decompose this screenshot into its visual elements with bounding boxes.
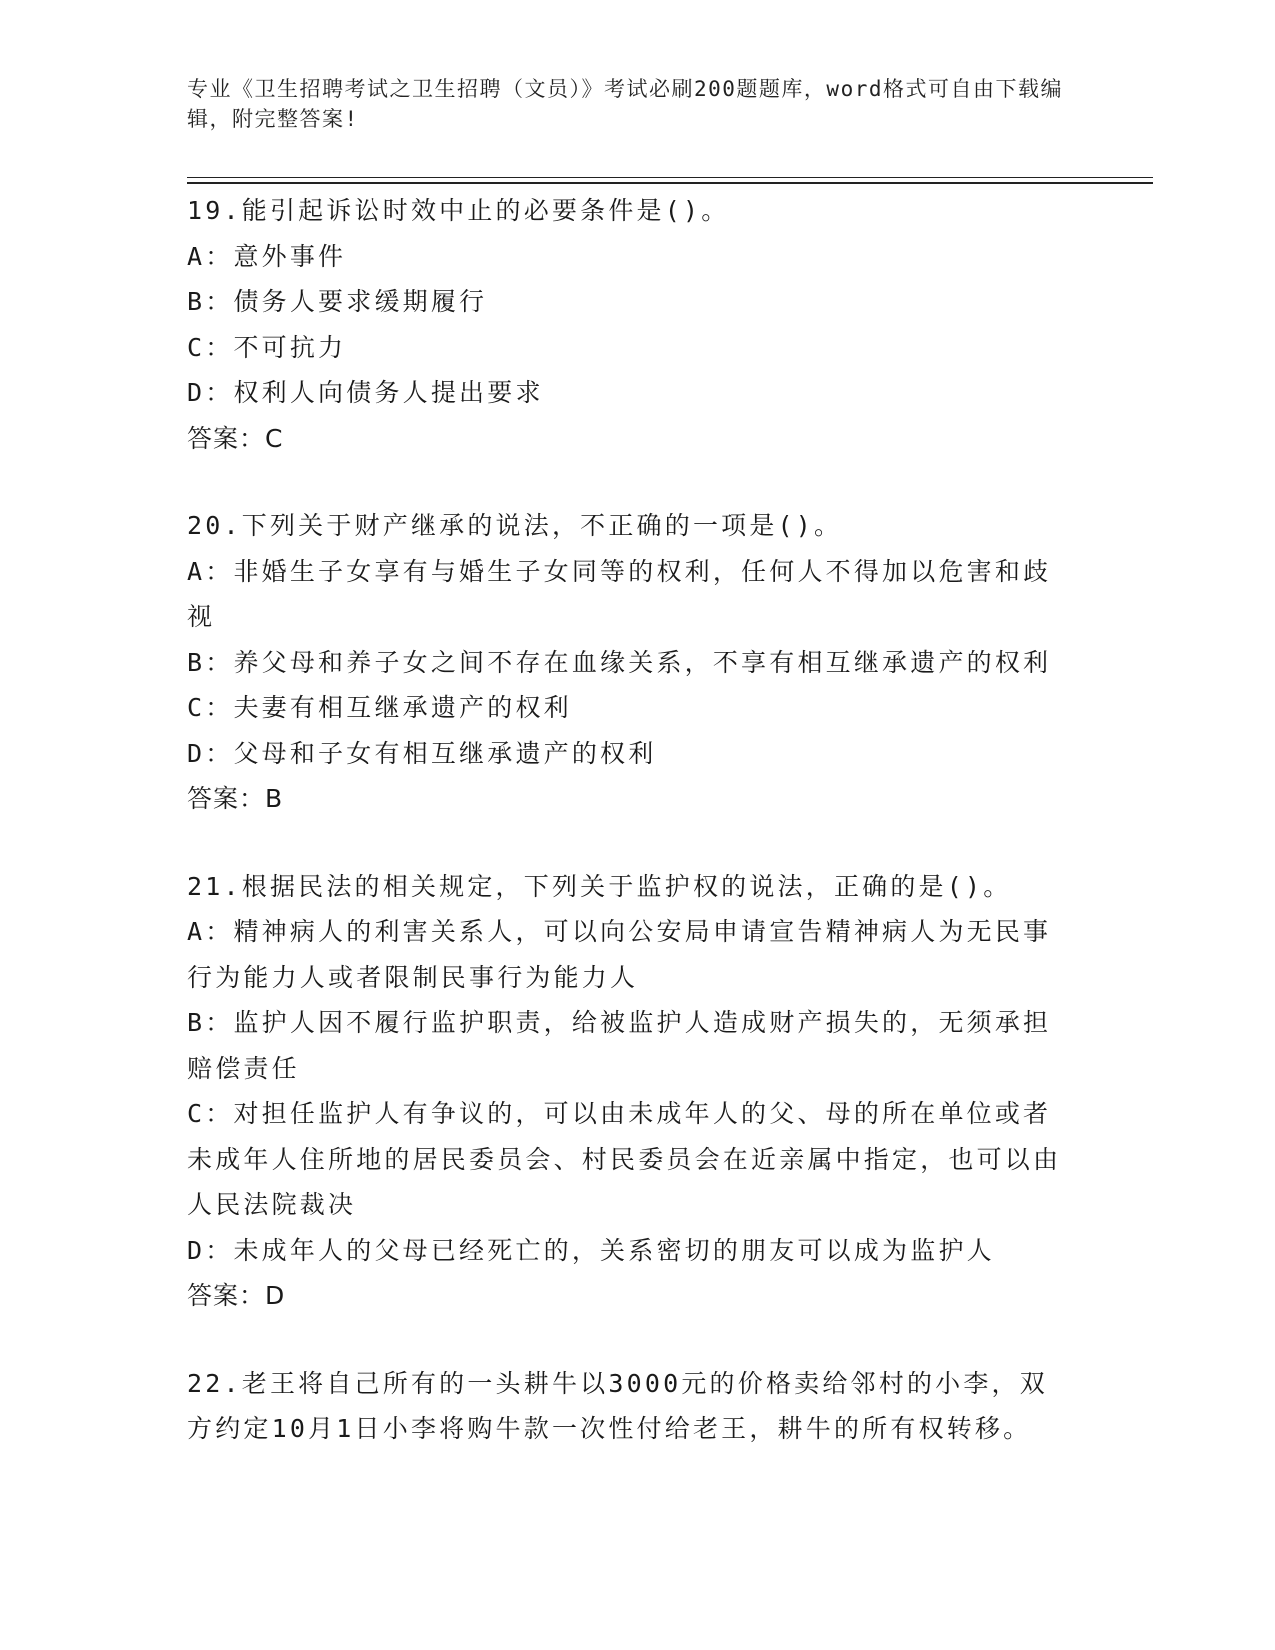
question-list — [187, 188, 1067, 1494]
option-c: C：不可抗力 — [187, 332, 347, 362]
option-b: B：养父母和养子女之间不存在血缘关系，不享有相互继承遗产的权利 — [187, 647, 1052, 677]
option-c: C：夫妻有相互继承遗产的权利 — [187, 693, 572, 722]
question-stem: 21.根据民法的相关规定，下列关于监护权的说法，正确的是()。 — [187, 871, 1012, 901]
option-d: D：未成年人的父母已经死亡的，关系密切的朋友可以成为监护人 — [187, 1235, 995, 1265]
answer-line: 答案：B — [187, 784, 284, 813]
option-a: A：非婚生子女享有与婚生子女同等的权利，任何人不得加以危害和歧视 — [187, 556, 1052, 631]
option-d: D：父母和子女有相互继承遗产的权利 — [187, 738, 657, 768]
option-b: B：监护人因不履行监护职责，给被监护人造成财产损失的，无须承担赔偿责任 — [187, 1008, 1052, 1083]
question-stem: 20.下列关于财产继承的说法，不正确的一项是()。 — [187, 511, 843, 540]
question-stem: 19.能引起诉讼时效中止的必要条件是()。 — [187, 196, 730, 225]
question-stem: 22.老王将自己所有的一头耕牛以3000元的价格卖给邻村的小李，双方约定10月1日小李将购牛款一次性付给老王，耕牛的所有权转移。 — [187, 1368, 1048, 1443]
option-b: B：债务人要求缓期履行 — [187, 287, 488, 316]
option-a: A：意外事件 — [187, 241, 347, 271]
option-c: C：对担任监护人有争议的，可以由未成年人的父、母的所在单位或者未成年人住所地的居民委员会、村民委员会在近亲属中指定，也可以由人民法院裁决 — [187, 1099, 1062, 1219]
question-19 — [187, 188, 1067, 461]
document-header: 专业《卫生招聘考试之卫生招聘（文员）》考试必刷200题题库，word格式可自由下载编辑，附完整答案! — [187, 77, 1063, 131]
question-20 — [187, 503, 1067, 822]
option-d: D：权利人向债务人提出要求 — [187, 378, 544, 407]
question-21 — [187, 864, 1067, 1319]
header-divider-thin — [187, 177, 1153, 178]
answer-line: 答案：C — [187, 423, 284, 453]
option-a: A：精神病人的利害关系人，可以向公安局申请宣告精神病人为无民事行为能力人或者限制民事行为能力人 — [187, 917, 1052, 992]
question-22 — [187, 1361, 1067, 1452]
answer-line: 答案：D — [187, 1281, 286, 1310]
header-divider-thick — [187, 182, 1153, 184]
